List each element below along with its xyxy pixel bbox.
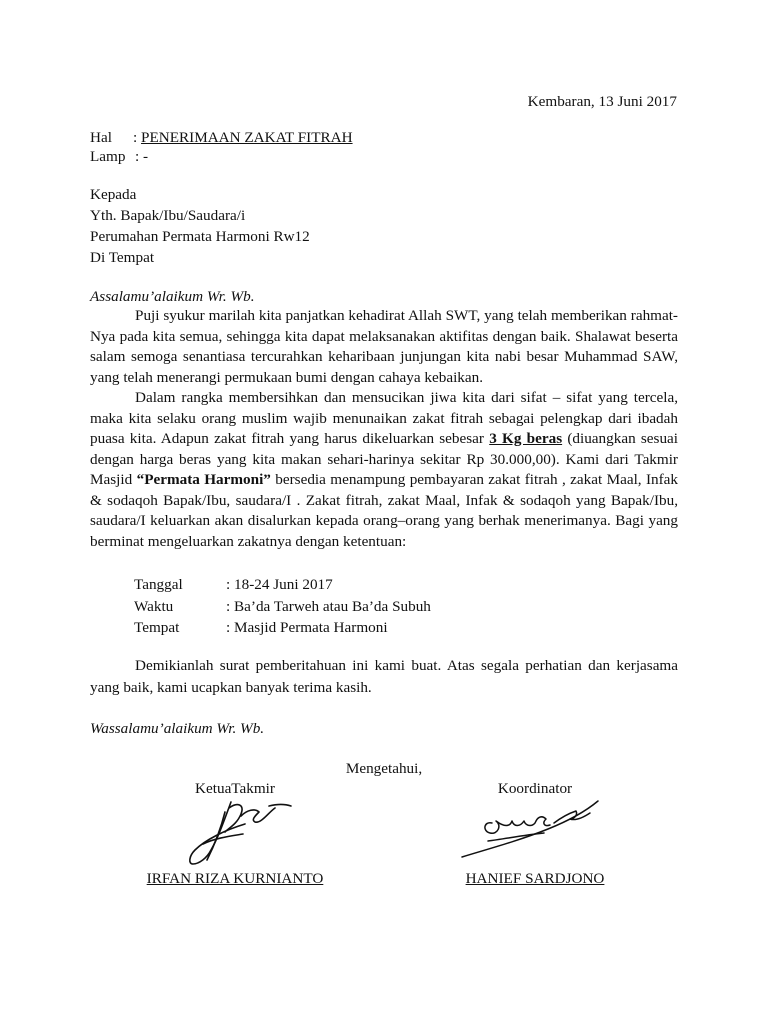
detail-value: : Masjid Permata Harmoni [226,619,388,636]
right-signature-image [458,797,608,861]
closing-paragraph [90,655,678,699]
detail-label: Tempat [134,619,180,636]
detail-label: Tanggal [134,576,183,593]
attachment-label: Lamp [90,148,126,165]
paragraph-2-text-c: bersedia menampung pembayaran zakat fitrah , zakat Maal, Infak & sodaqoh Bapak/Ibu, saudara/I . Zakat fitrah, zakat Maal, Infak & sodaqoh yang Bapak/Ibu, saudara/I keluarkan akan disalurkan kepada orang–orang yang berhak menerimanya. Bagi yang berminat mengeluarkan zakatnya dengan ketentuan: [90,471,679,550]
acknowledged-label: Mengetahui, [345,760,423,777]
attachment-line [90,148,148,166]
paragraph-1-text: Puji syukur marilah kita panjatkan kehadirat Allah SWT, yang telah memberikan rahmat-Nya pada kita semua, sehingga kita dapat melaksanakan aktifitas dengan baik. Shalawat beserta salam semoga senantiasa tercurahkan keharibaan junjungan kita nabi besar Muhammad SAW, yang telah menerangi permukaan bumi dengan cahaya kebaikan. [90,307,678,386]
paragraph-2-text-b: (diuangkan sesuai dengan harga beras yang kita makan sehari-harinya sekitar Rp 30.000,00). Kami dari Takmir Masjid [90,430,679,488]
schedule-details [134,574,431,639]
place-date: Kembaran, 13 Juni 2017 [527,93,677,110]
paragraph-2 [90,388,678,552]
recipient-line-1: Kepada [90,186,137,203]
left-signature-image [185,798,295,870]
paragraph-1 [90,306,678,388]
left-signer-title: KetuaTakmir [195,780,275,797]
detail-row-time [134,596,431,618]
left-signer-name: IRFAN RIZA KURNIANTO [146,870,324,887]
subject-label: Hal [90,129,112,146]
right-signature-block [415,780,655,798]
right-signer-name-block [415,870,655,888]
greeting: Assalamu’alaikum Wr. Wb. [90,288,255,305]
detail-value: : Ba’da Tarweh atau Ba’da Subuh [226,597,431,615]
detail-row-place [134,617,431,639]
recipient-line-3: Perumahan Permata Harmoni Rw12 [90,228,310,245]
subject-separator: : [133,129,138,146]
farewell: Wassalamu’alaikum Wr. Wb. [90,720,265,737]
left-signer-name-block [115,870,355,888]
detail-label: Waktu [134,597,174,615]
paragraph-2-text-a: Dalam rangka membersihkan dan mensucikan jiwa kita dari sifat – sifat yang tercela, maka kita selaku orang muslim wajib menunaikan zakat fitrah sebagai pelengkap dari ibadah puasa kita. Adapun zakat fitrah yang harus dikeluarkan sebesar [90,389,678,447]
recipient-line-4: Di Tempat [90,249,155,266]
right-signer-title: Koordinator [497,780,573,797]
recipient-line-2: Yth. Bapak/Ibu/Saudara/i [90,207,246,224]
subject-line [90,129,353,147]
closing-paragraph-text: Demikianlah surat pemberitahuan ini kami buat. Atas segala perhatian dan kerjasama yang baik, kami ucapkan banyak terima kasih. [90,657,678,696]
attachment-value: : - [135,148,149,165]
zakat-amount: 3 Kg beras [489,430,563,447]
left-signature-block [115,780,355,798]
mosque-name: “Permata Harmoni” [136,471,271,488]
subject-value: PENERIMAAN ZAKAT FITRAH [141,129,353,146]
detail-value: : 18-24 Juni 2017 [226,576,333,593]
right-signer-name: HANIEF SARDJONO [465,870,605,887]
detail-row-date [134,574,431,596]
